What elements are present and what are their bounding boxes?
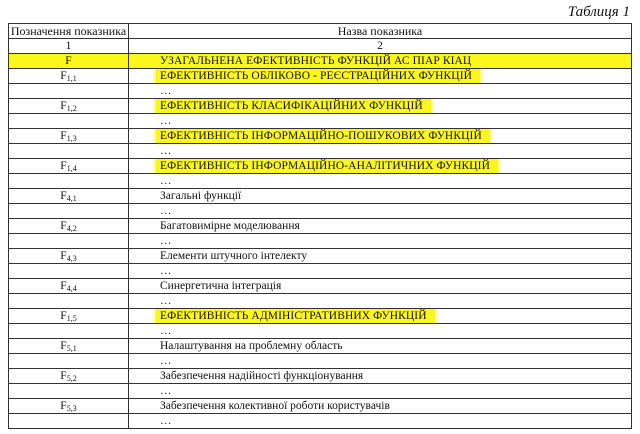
indicator-designation <box>9 249 129 264</box>
header-designation: Позначення показника <box>9 24 129 39</box>
ellipsis-cell: … <box>129 174 632 189</box>
indicator-name <box>129 99 632 114</box>
ellipsis-cell: … <box>129 384 632 399</box>
indicator-name-text: Налаштування на проблемну область <box>160 340 343 352</box>
indicator-name-text: ЕФЕКТИВНІСТЬ АДМІНІСТРАТИВНИХ ФУНКЦІЙ <box>156 309 435 323</box>
ellipsis-cell: … <box>129 204 632 219</box>
ellipsis-row <box>9 144 632 159</box>
indicator-name-text: Забезпечення надійності функціонування <box>160 370 364 382</box>
header-name: Назва показника <box>129 24 632 39</box>
ellipsis-empty-cell <box>9 324 129 339</box>
designation-subscript: 1,1 <box>66 74 77 83</box>
indicator-designation <box>9 309 129 324</box>
ellipsis-empty-cell <box>9 84 129 99</box>
ellipsis-cell: … <box>129 324 632 339</box>
indicator-name-text: ЕФЕКТИВНІСТЬ ІНФОРМАЦІЙНО-АНАЛІТИЧНИХ ФУНКЦІЙ <box>156 159 498 173</box>
indicator-name-text: ЕФЕКТИВНІСТЬ ІНФОРМАЦІЙНО-ПОШУКОВИХ ФУНКЦІЙ <box>156 129 490 143</box>
designation-subscript: 5,1 <box>66 344 77 353</box>
cropped-text-line <box>8 426 632 434</box>
indicator-designation <box>9 99 129 114</box>
ellipsis-row <box>9 354 632 369</box>
indicator-designation <box>9 54 129 69</box>
ellipsis-cell: … <box>129 294 632 309</box>
table-row <box>9 159 632 174</box>
table-body <box>9 54 632 429</box>
designation-subscript: 5,3 <box>66 404 77 413</box>
designation-subscript: 5,2 <box>66 374 77 383</box>
indicator-designation <box>9 159 129 174</box>
indicator-name-text: Багатовимірне моделювання <box>160 220 300 232</box>
ellipsis-row <box>9 294 632 309</box>
indicator-name <box>129 279 632 294</box>
indicator-designation <box>9 399 129 414</box>
indicator-name-text: Загальні функції <box>160 190 242 202</box>
indicator-name <box>129 399 632 414</box>
designation-base: F <box>60 250 67 262</box>
ellipsis-empty-cell <box>9 174 129 189</box>
table-row <box>9 219 632 234</box>
table-row <box>9 189 632 204</box>
ellipsis-cell: … <box>129 114 632 129</box>
designation-base: F <box>65 55 72 67</box>
indicator-designation <box>9 219 129 234</box>
table-row <box>9 309 632 324</box>
ellipsis-row <box>9 384 632 399</box>
indicator-designation <box>9 369 129 384</box>
designation-base: F <box>60 220 67 232</box>
column-number-2: 2 <box>129 39 632 54</box>
designation-base: F <box>60 400 67 412</box>
designation-base: F <box>60 190 67 202</box>
indicators-table <box>8 23 632 429</box>
designation-subscript: 4,3 <box>66 254 77 263</box>
indicator-name <box>129 309 632 324</box>
ellipsis-cell: … <box>129 414 632 429</box>
designation-subscript: 1,5 <box>66 314 77 323</box>
ellipsis-empty-cell <box>9 294 129 309</box>
designation-base: F <box>60 70 67 82</box>
indicator-name-text: Забезпечення колективної роботи користувачів <box>160 400 390 412</box>
designation-subscript: 4,1 <box>66 194 77 203</box>
indicator-name <box>129 54 632 69</box>
indicator-name-text: ЕФЕКТИВНІСТЬ КЛАСИФІКАЦІЙНИХ ФУНКЦІЙ <box>156 99 431 113</box>
column-number-1: 1 <box>9 39 129 54</box>
designation-subscript: 4,2 <box>66 224 77 233</box>
ellipsis-row <box>9 114 632 129</box>
table-row <box>9 279 632 294</box>
table-row <box>9 69 632 84</box>
ellipsis-empty-cell <box>9 144 129 159</box>
indicator-name <box>129 69 632 84</box>
ellipsis-cell: … <box>129 354 632 369</box>
designation-base: F <box>60 370 67 382</box>
indicator-name <box>129 339 632 354</box>
ellipsis-empty-cell <box>9 264 129 279</box>
ellipsis-empty-cell <box>9 384 129 399</box>
indicator-name <box>129 159 632 174</box>
table-row <box>9 339 632 354</box>
designation-base: F <box>60 340 67 352</box>
designation-base: F <box>60 160 67 172</box>
indicator-designation <box>9 339 129 354</box>
ellipsis-row <box>9 234 632 249</box>
indicator-name-text: ЕФЕКТИВНІСТЬ ОБЛІКОВО - РЕЄСТРАЦІЙНИХ ФУНКЦІЙ <box>156 69 480 83</box>
ellipsis-row <box>9 324 632 339</box>
indicator-designation <box>9 69 129 84</box>
table-row <box>9 399 632 414</box>
indicator-name <box>129 129 632 144</box>
designation-base: F <box>60 100 67 112</box>
column-number-row <box>9 39 632 54</box>
indicator-name <box>129 369 632 384</box>
indicator-designation <box>9 189 129 204</box>
ellipsis-empty-cell <box>9 354 129 369</box>
ellipsis-cell: … <box>129 264 632 279</box>
indicator-name <box>129 249 632 264</box>
indicator-name-text: УЗАГАЛЬНЕНА ЕФЕКТИВНІСТЬ ФУНКЦІЙ АС ПІАР КІАЦ <box>160 55 472 67</box>
ellipsis-row <box>9 84 632 99</box>
designation-subscript: 1,3 <box>66 134 77 143</box>
table-row <box>9 129 632 144</box>
indicator-name <box>129 219 632 234</box>
designation-base: F <box>60 280 67 292</box>
ellipsis-cell: … <box>129 144 632 159</box>
designation-base: F <box>60 310 67 322</box>
table-row <box>9 369 632 384</box>
indicator-name <box>129 189 632 204</box>
table-header-row <box>9 24 632 39</box>
ellipsis-row <box>9 204 632 219</box>
indicator-designation <box>9 279 129 294</box>
designation-subscript: 4,4 <box>66 284 77 293</box>
ellipsis-empty-cell <box>9 114 129 129</box>
ellipsis-cell: … <box>129 234 632 249</box>
table-row <box>9 54 632 69</box>
table-row <box>9 249 632 264</box>
designation-subscript: 1,4 <box>66 164 77 173</box>
indicator-name-text: Синергетична інтеграція <box>160 280 282 292</box>
ellipsis-row <box>9 174 632 189</box>
designation-subscript: 1,2 <box>66 104 77 113</box>
indicator-designation <box>9 129 129 144</box>
ellipsis-empty-cell <box>9 234 129 249</box>
table-row <box>9 99 632 114</box>
ellipsis-cell: … <box>129 84 632 99</box>
indicator-name-text: Елементи штучного інтелекту <box>160 250 308 262</box>
table-caption: Таблиця 1 <box>567 4 630 20</box>
ellipsis-empty-cell <box>9 204 129 219</box>
designation-base: F <box>60 130 67 142</box>
ellipsis-row <box>9 264 632 279</box>
